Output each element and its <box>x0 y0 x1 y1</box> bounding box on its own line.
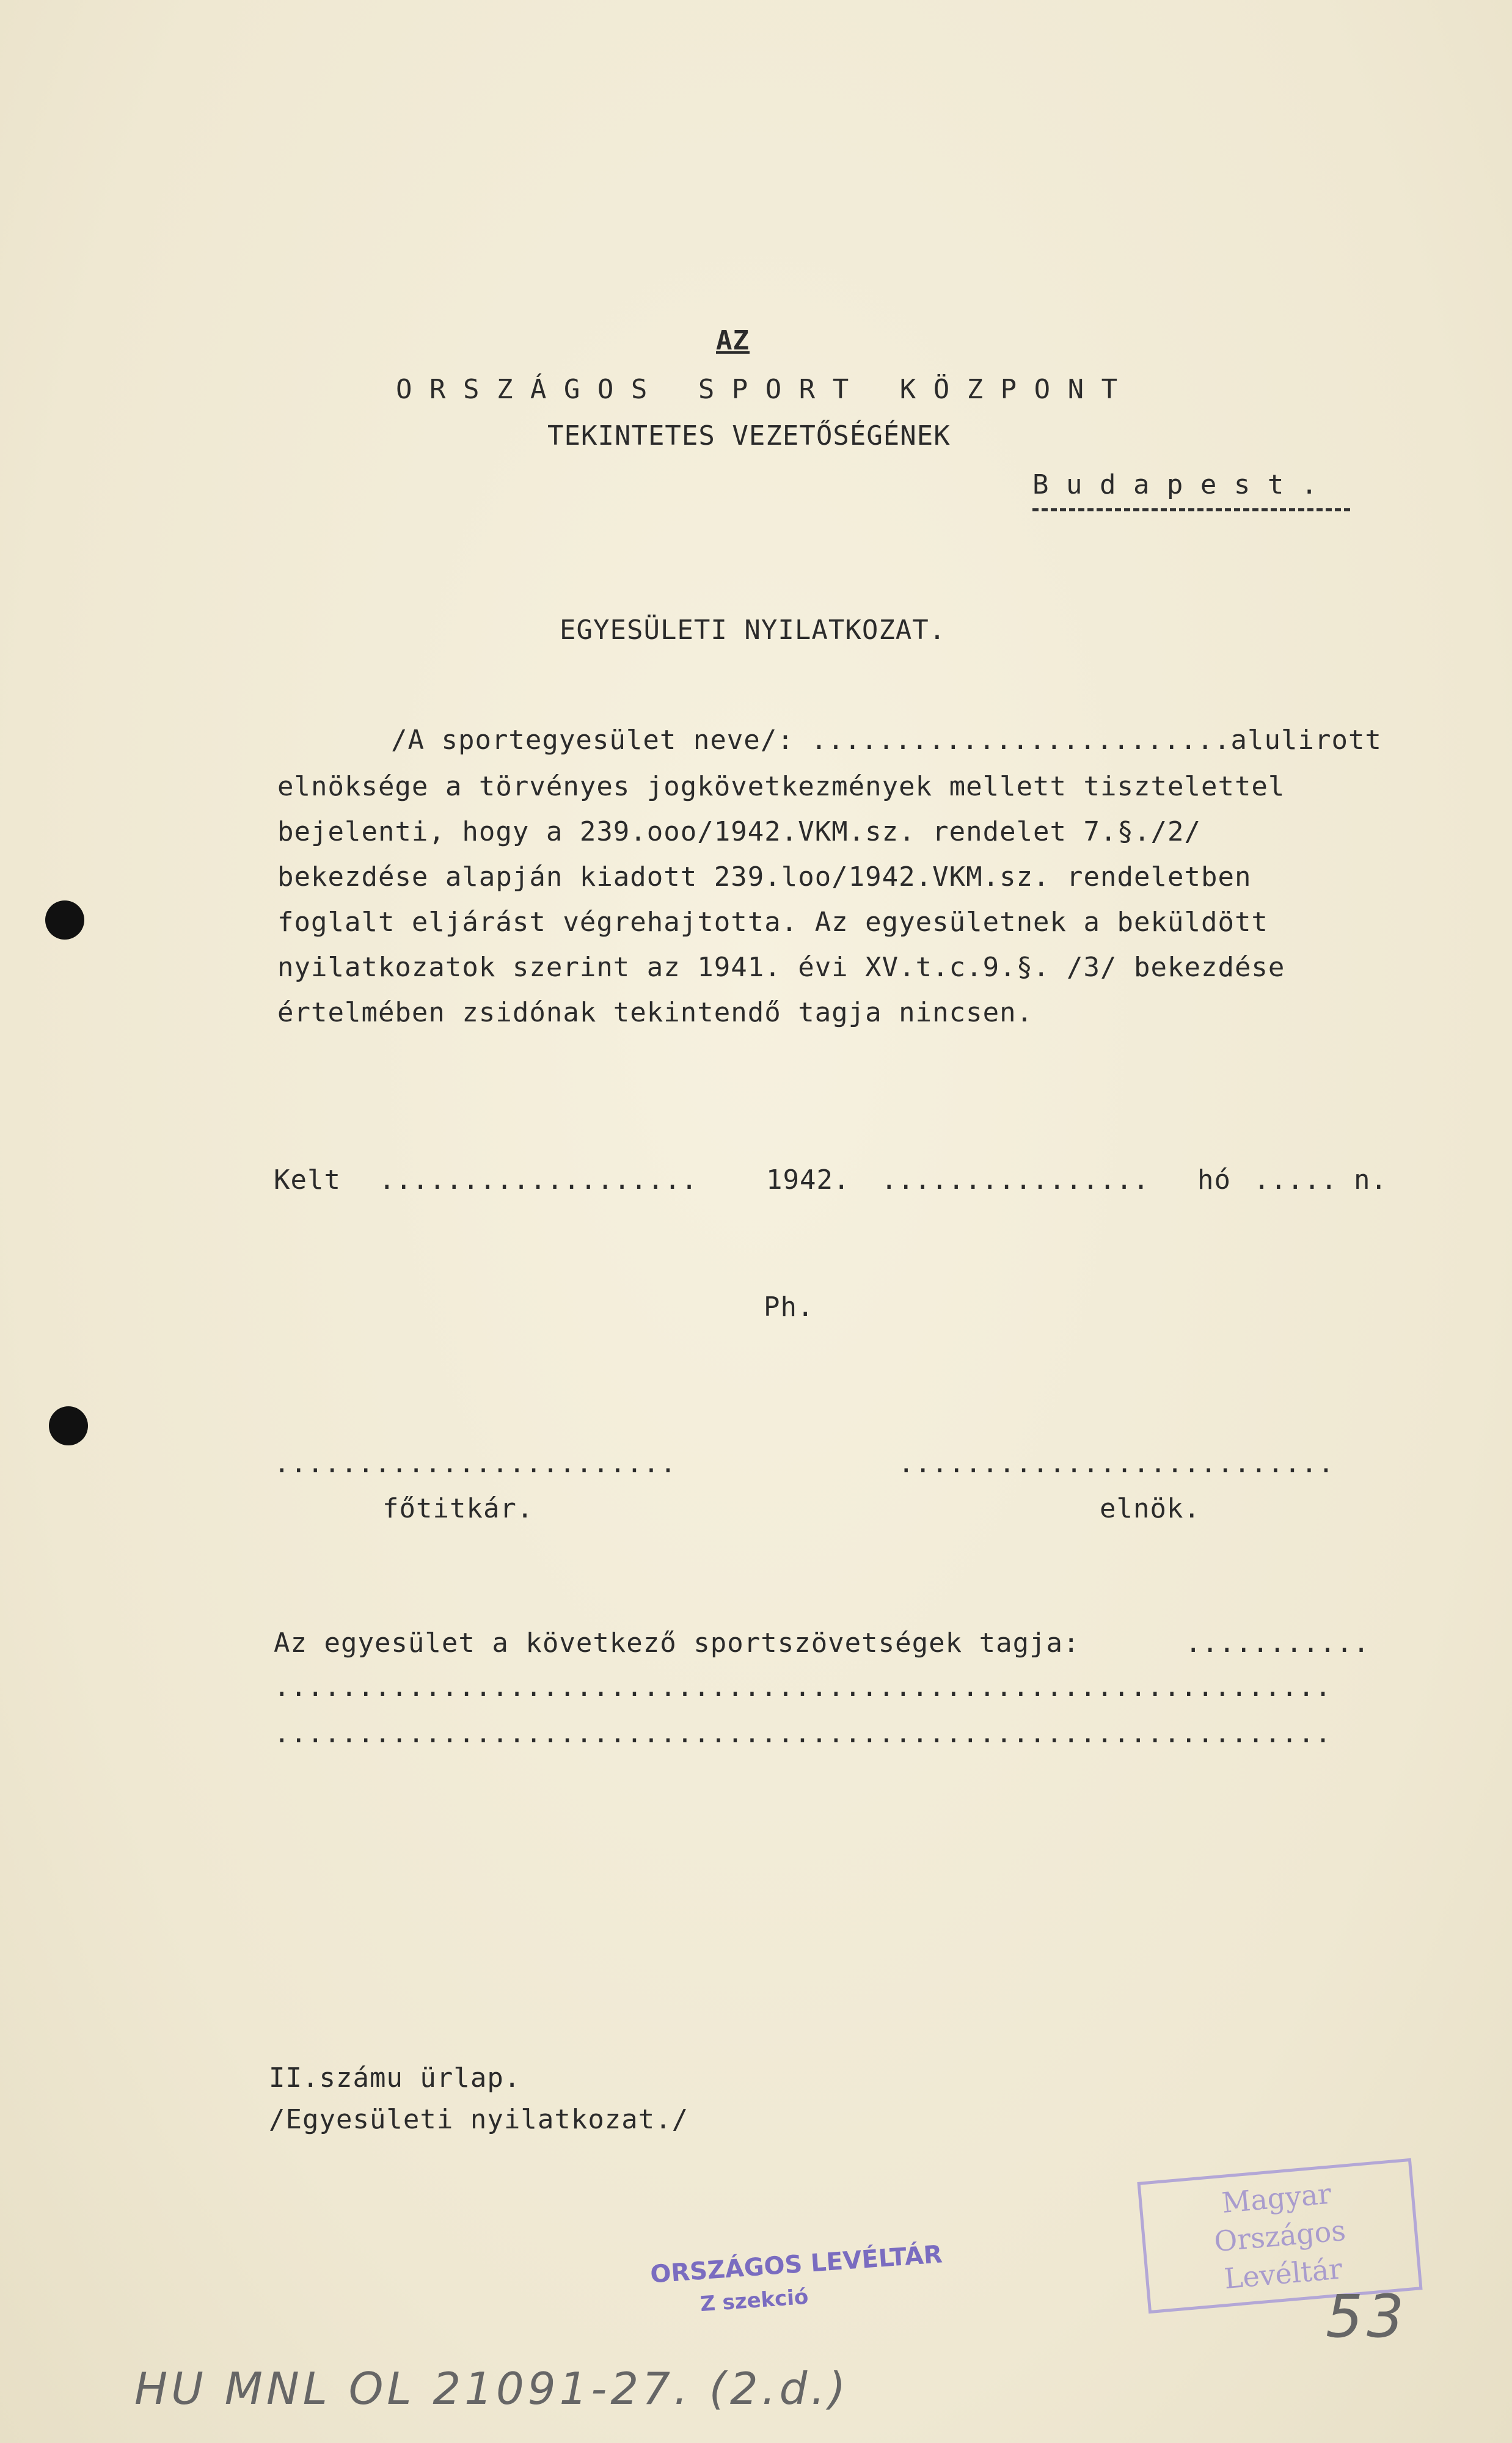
signature-right-label: elnök. <box>1100 1493 1200 1524</box>
header-organization: O R S Z Á G O S S P O R T K Ö Z P O N T <box>396 374 1119 405</box>
document-title: EGYESÜLETI NYILATKOZAT. <box>560 615 946 646</box>
federations-label: Az egyesület a következő sportszövetségek tagja: <box>274 1627 1080 1659</box>
city-underline <box>1032 508 1350 511</box>
form-name: /Egyesületi nyilatkozat./ <box>269 2104 689 2135</box>
signature-left-label: főtitkár. <box>382 1493 534 1524</box>
body-line-4: bekezdése alapján kiadott 239.loo/1942.VKM.sz. rendeletben <box>277 861 1252 893</box>
form-number: II.számu ürlap. <box>269 2062 521 2094</box>
archive-stamp-top: ORSZÁGOS LEVÉLTÁR <box>649 2240 944 2289</box>
header-addressee: TEKINTETES VEZETŐSÉGÉNEK <box>547 420 951 451</box>
handwritten-page-number: 53 <box>1326 2282 1408 2351</box>
federations-line-2: ............................................................... <box>274 1718 1332 1749</box>
date-kelt: Kelt <box>274 1164 341 1196</box>
handwritten-archive-reference: HU MNL OL 21091-27. (2.d.) <box>134 2363 850 2414</box>
punch-hole-top <box>45 900 84 940</box>
signature-right-line: .......................... <box>898 1448 1335 1479</box>
punch-hole-bottom <box>49 1406 88 1445</box>
date-day-dots: ..... <box>1254 1164 1338 1196</box>
signature-left-line: ........................ <box>274 1448 677 1479</box>
date-month-dots: ................ <box>881 1164 1150 1196</box>
date-day-suffix: n. <box>1354 1164 1387 1196</box>
header-city: B u d a p e s t . <box>1032 469 1318 500</box>
body-line-5: foglalt eljárást végrehajtotta. Az egyesületnek a beküldött <box>277 907 1268 938</box>
archive-stamp-bottom: Z szekció <box>699 2284 809 2317</box>
date-year: 1942. <box>766 1164 850 1196</box>
body-line-2: elnöksége a törvényes jogkövetkezmények mellett tisztelettel <box>277 771 1285 802</box>
seal-placeholder: Ph. <box>764 1291 814 1323</box>
body-line-1: /A sportegyesület neve/: .........................alulirott <box>391 725 1382 756</box>
body-line-6: nyilatkozatok szerint az 1941. évi XV.t.c.9.§. /3/ bekezdése <box>277 952 1285 983</box>
federations-label-dots: ........... <box>1185 1627 1370 1659</box>
date-place-dots: ................... <box>379 1164 698 1196</box>
date-month-word: hó <box>1197 1164 1231 1196</box>
federations-line-1: ............................................................... <box>274 1671 1332 1703</box>
archive-box-line-1: Magyar Országos <box>1213 2177 1347 2259</box>
body-line-3: bejelenti, hogy a 239.ooo/1942.VKM.sz. rendelet 7.§./2/ <box>277 816 1201 847</box>
header-az: AZ <box>716 325 750 356</box>
body-line-7: értelmében zsidónak tekintendő tagja nincsen. <box>277 997 1034 1028</box>
archive-box-line-2: Levéltár <box>1222 2252 1344 2296</box>
